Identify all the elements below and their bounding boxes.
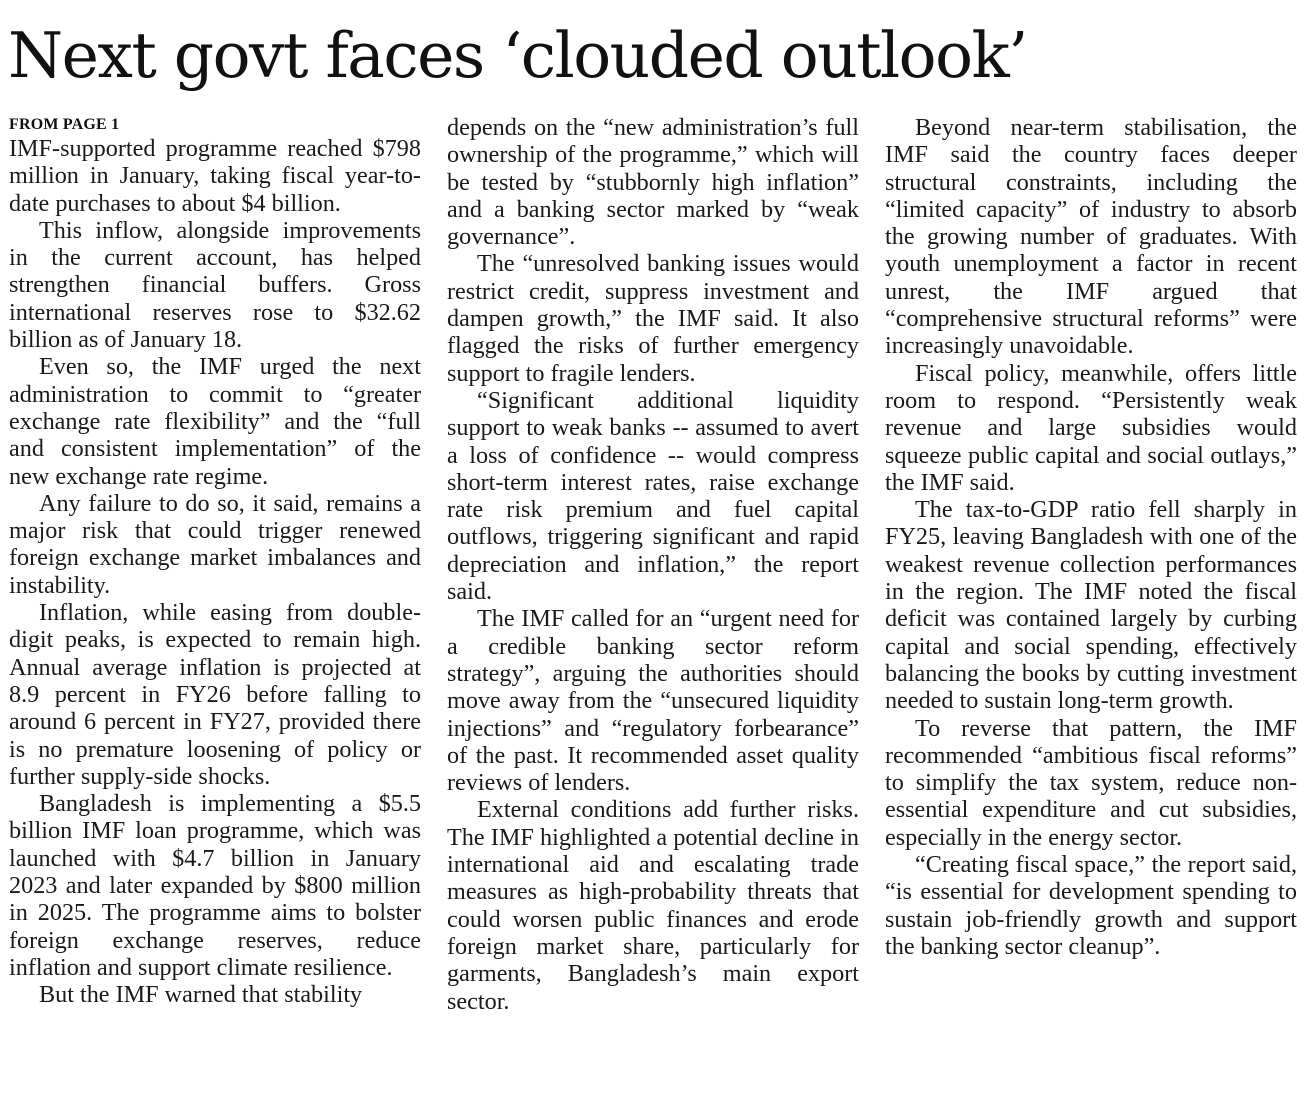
- paragraph: Inflation, while easing from double-digit peaks, is expected to remain high. Annual average inflation is projected at 8.9 percent in FY26 before falling to around 6 percent in FY27, provided there is no premature loosening of policy or further supply-side shocks.: [9, 599, 421, 790]
- paragraph: To reverse that pattern, the IMF recommended “ambitious fiscal reforms” to simplify the tax system, reduce non-essential expenditure and cut subsidies, especially in the energy sector.: [885, 714, 1297, 851]
- paragraph: But the IMF warned that stability: [39, 981, 363, 1009]
- paragraph: “Creating fiscal space,” the report said, “is essential for development spending to sustain job-friendly growth and support the banking sector cleanup”.: [885, 851, 1297, 960]
- paragraph: “Significant additional liquidity support to weak banks -- assumed to avert a loss of confidence -- would compress short-term interest rates, raise exchange rate risk premium and fuel capital outflows, triggering significant and rapid depreciation and inflation,” the report said.: [447, 386, 859, 606]
- paragraph: Even so, the IMF urged the next administration to commit to “greater exchange rate flexibility” and the “full and consistent implementation” of the new exchange rate regime.: [9, 353, 421, 490]
- headline: Next govt faces ‘clouded outlook’: [8, 19, 1027, 92]
- paragraph: Beyond near-term stabilisation, the IMF said the country faces deeper structural constraints, including the “limited capacity” of industry to absorb the growing number of graduates. With youth unemployment a factor in recent unrest, the IMF argued that “comprehensive structural reforms” were increasingly unavoidable.: [885, 114, 1297, 360]
- paragraph: Any failure to do so, it said, remains a major risk that could trigger renewed foreign exchange market imbalances and instability.: [9, 489, 421, 599]
- paragraph: Bangladesh is implementing a $5.5 billion IMF loan programme, which was launched with $4.7 billion in January 2023 and later expanded by $800 million in 2025. The programme aims to bolster foreign exchange reserves, reduce inflation and support climate resilience.: [9, 790, 421, 981]
- paragraph: The IMF called for an “urgent need for a credible banking sector reform strategy”, arguing the authorities should move away from the “unsecured liquidity injections” and “regulatory forbearance” of the past. It recommended asset quality reviews of lenders.: [447, 605, 859, 797]
- continuation-kicker: FROM PAGE 1: [9, 116, 120, 133]
- paragraph: The tax-to-GDP ratio fell sharply in FY25, leaving Bangladesh with one of the weakest revenue collection performances in the region. The IMF noted the fiscal deficit was contained largely by curbing capital and social spending, effectively balancing the books by cutting investment needed to sustain long-term growth.: [885, 496, 1297, 715]
- paragraph: depends on the “new administration’s full ownership of the programme,” which will be tested by “stubbornly high inflation” and a banking sector marked by “weak governance”.: [447, 114, 859, 251]
- paragraph: External conditions add further risks. The IMF highlighted a potential decline in international aid and escalating trade measures as high-probability threats that could worsen public finances and erode foreign market share, particularly for garments, Bangladesh’s main export sector.: [447, 796, 859, 1015]
- article-column-2: [447, 114, 859, 1015]
- paragraph: IMF-supported programme reached $798 million in January, taking fiscal year-to-date purchases to about $4 billion.: [9, 135, 421, 217]
- paragraph: This inflow, alongside improvements in the current account, has helped strengthen financial buffers. Gross international reserves rose to $32.62 billion as of January 18.: [9, 216, 421, 354]
- article-column-3: [885, 114, 1297, 960]
- article-column-1: [9, 114, 421, 1009]
- paragraph: Fiscal policy, meanwhile, offers little room to respond. “Persistently weak revenue and large subsidies would squeeze public capital and social outlays,” the IMF said.: [885, 359, 1297, 496]
- paragraph: The “unresolved banking issues would restrict credit, suppress investment and dampen growth,” the IMF said. It also flagged the risks of further emergency support to fragile lenders.: [447, 250, 859, 387]
